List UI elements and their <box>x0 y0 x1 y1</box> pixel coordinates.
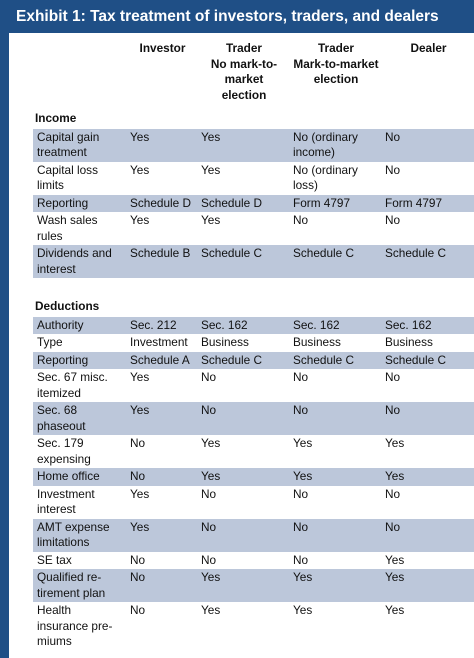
deductions-heading: Deductions <box>35 299 100 313</box>
table-header <box>33 33 474 104</box>
table-row <box>33 468 474 486</box>
cell-dealer: Business <box>385 335 433 349</box>
cell-investor: Yes <box>126 129 197 162</box>
cell-dealer: Sec. 162 <box>381 317 474 335</box>
cell-dealer: Yes <box>385 552 405 567</box>
cell-investor: Schedule B <box>126 245 197 278</box>
cell-trader-mtm: Form 4797 <box>289 195 381 213</box>
cell-investor: Investment <box>130 335 188 349</box>
cell-investor: No <box>126 569 197 602</box>
header-line1: Trader <box>225 41 263 55</box>
section-heading-row <box>33 292 474 317</box>
income-heading: Income <box>35 111 77 125</box>
cell-dealer: No <box>385 213 401 227</box>
header-trader-no-mtm <box>197 33 289 104</box>
section-gap <box>33 278 474 292</box>
row-label: Reporting <box>33 352 126 370</box>
exhibit-title: Exhibit 1: Tax treatment of investors, traders, and dealers <box>9 0 474 33</box>
row-label: Type <box>37 335 63 349</box>
cell-investor: Yes <box>126 402 197 435</box>
cell-dealer: Schedule C <box>381 245 474 278</box>
row-label: SE tax <box>37 552 72 567</box>
cell-trader-no-mtm: No <box>197 402 289 435</box>
cell-trader-no-mtm: Schedule C <box>197 245 289 278</box>
section-heading-row <box>33 104 474 129</box>
cell-dealer: No <box>381 519 474 552</box>
row-label: Dividends and interest <box>33 245 126 278</box>
row-label: Sec. 67 misc. itemized <box>37 370 108 400</box>
header-investor <box>126 33 197 104</box>
cell-investor: No <box>130 436 146 450</box>
row-label: Authority <box>33 317 126 335</box>
header-line2: No mark-to-market election <box>210 56 278 102</box>
cell-dealer: Form 4797 <box>381 195 474 213</box>
row-label: Home office <box>33 468 126 486</box>
cell-investor: Schedule D <box>126 195 197 213</box>
cell-dealer: No <box>385 162 401 177</box>
table-row <box>33 352 474 370</box>
cell-dealer: No <box>381 129 474 162</box>
cell-trader-mtm: No <box>293 213 309 227</box>
row-label: Capital loss limits <box>37 162 98 192</box>
cell-trader-no-mtm: Sec. 162 <box>197 317 289 335</box>
table-row <box>33 369 474 402</box>
cell-trader-mtm: No <box>293 552 309 567</box>
row-label: Sec. 179 expensing <box>37 436 91 466</box>
tax-treatment-table-wrap <box>33 33 474 658</box>
cell-trader-no-mtm: Business <box>201 335 249 349</box>
cell-dealer: No <box>381 402 474 435</box>
cell-trader-mtm: Business <box>293 335 341 349</box>
table-row <box>33 212 474 245</box>
cell-trader-no-mtm: No <box>201 552 217 567</box>
cell-trader-no-mtm: No <box>197 519 289 552</box>
cell-trader-mtm: No <box>293 370 309 384</box>
header-line1: Trader <box>317 41 355 55</box>
cell-investor: No <box>126 468 197 486</box>
cell-trader-mtm: No (ordinary income) <box>289 129 381 162</box>
cell-trader-mtm: No <box>289 519 381 552</box>
table-row <box>33 435 474 468</box>
cell-trader-no-mtm: Yes <box>197 129 289 162</box>
cell-trader-mtm: No <box>289 402 381 435</box>
cell-investor: No <box>130 603 146 617</box>
table-row <box>33 317 474 335</box>
cell-trader-mtm: No (ordinary loss) <box>293 162 358 192</box>
table-row <box>33 552 474 570</box>
cell-trader-no-mtm: Schedule D <box>197 195 289 213</box>
table-row <box>33 486 474 519</box>
table-row <box>33 519 474 552</box>
table-row <box>33 602 474 651</box>
cell-dealer: No <box>385 370 401 384</box>
header-trader-mtm <box>289 33 381 104</box>
table-row <box>33 245 474 278</box>
table-row <box>33 162 474 195</box>
header-line2: Mark-to-market election <box>293 56 379 86</box>
cell-trader-no-mtm: No <box>201 370 217 384</box>
cell-trader-mtm: Schedule C <box>289 245 381 278</box>
deductions-section <box>33 292 474 651</box>
cell-investor: Yes <box>130 370 150 384</box>
row-label: Reporting <box>33 195 126 213</box>
row-label: Sec. 68 phaseout <box>33 402 126 435</box>
cell-investor: Schedule A <box>126 352 197 370</box>
row-label: Wash sales rules <box>37 213 98 243</box>
cell-investor: Yes <box>130 486 150 501</box>
cell-investor: Sec. 212 <box>126 317 197 335</box>
cell-dealer: Yes <box>385 603 405 617</box>
cell-trader-mtm: Yes <box>289 569 381 602</box>
cell-trader-no-mtm: Yes <box>201 162 221 177</box>
cell-trader-no-mtm: Yes <box>197 468 289 486</box>
cell-trader-no-mtm: Yes <box>201 436 221 450</box>
cell-trader-mtm: Sec. 162 <box>289 317 381 335</box>
cell-trader-mtm: Schedule C <box>289 352 381 370</box>
row-label: AMT expense limitations <box>33 519 126 552</box>
cell-investor: Yes <box>130 162 150 177</box>
row-label: Investment interest <box>37 486 95 516</box>
cell-trader-mtm: Yes <box>293 436 313 450</box>
cell-dealer: Yes <box>381 569 474 602</box>
cell-dealer: Yes <box>385 436 405 450</box>
header-row <box>33 33 474 104</box>
header-dealer <box>381 33 474 104</box>
table-row <box>33 129 474 162</box>
income-section <box>33 104 474 292</box>
cell-trader-no-mtm: Yes <box>201 603 221 617</box>
cell-dealer: No <box>385 486 401 501</box>
cell-investor: No <box>130 552 146 567</box>
cell-trader-no-mtm: No <box>201 486 217 501</box>
cell-trader-no-mtm: Yes <box>201 213 221 227</box>
cell-trader-no-mtm: Schedule C <box>197 352 289 370</box>
header-line1: Dealer <box>410 41 447 55</box>
header-line1: Investor <box>139 41 186 55</box>
table-row <box>33 569 474 602</box>
table-row <box>33 195 474 213</box>
table-row <box>33 334 474 352</box>
row-label: Qualified re-tirement plan <box>33 569 126 602</box>
cell-trader-mtm: No <box>293 486 309 501</box>
cell-dealer: Yes <box>381 468 474 486</box>
header-blank <box>33 33 126 104</box>
cell-investor: Yes <box>130 213 150 227</box>
tax-treatment-table <box>33 33 474 651</box>
row-label: Capital gain treatment <box>33 129 126 162</box>
cell-investor: Yes <box>126 519 197 552</box>
cell-dealer: Schedule C <box>381 352 474 370</box>
table-row <box>33 402 474 435</box>
row-label: Health insurance pre-miums <box>37 603 113 648</box>
cell-trader-no-mtm: Yes <box>197 569 289 602</box>
cell-trader-mtm: Yes <box>289 468 381 486</box>
accent-sidebar <box>0 0 9 658</box>
cell-trader-mtm: Yes <box>293 603 313 617</box>
